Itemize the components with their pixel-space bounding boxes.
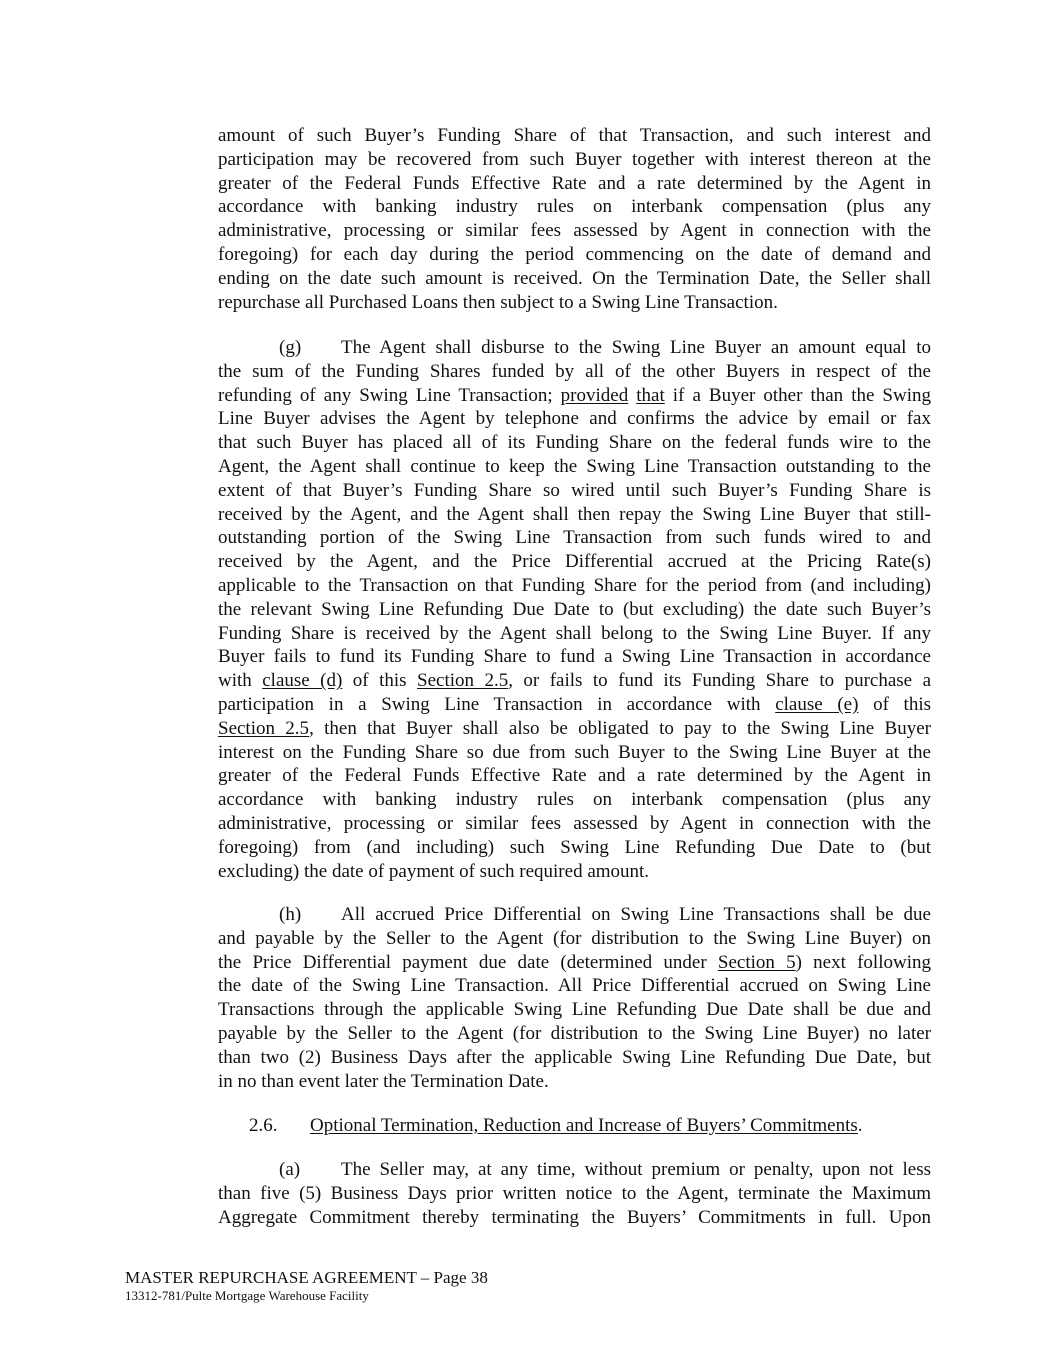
footer-title: MASTER REPURCHASE AGREEMENT – Page 38 (125, 1268, 488, 1287)
cross-reference: that (636, 384, 665, 406)
text-segment: the date of the Swing Line Transaction. All Price Differential accrued on Swing Line (218, 975, 931, 997)
cross-reference: clause (d) (262, 670, 343, 692)
text-segment: interest on the Funding Share so due from such Buyer to the Swing Line Buyer at the (218, 741, 931, 763)
text-segment: foregoing) for each day during the period commencing on the date of demand and (218, 243, 931, 265)
text-segment: greater of the Federal Funds Effective Rate and a rate determined by the Agent in (218, 765, 931, 787)
text-line (218, 243, 931, 267)
text-line (218, 836, 931, 860)
text-segment: applicable to the Transaction on that Funding Share for the period from (and including) (218, 574, 931, 596)
text-segment: received by the Agent, and the Price Differential accrued at the Pricing Rate(s) (218, 551, 931, 573)
text-line (218, 927, 931, 951)
text-segment: refunding of any Swing Line Transaction; (218, 384, 561, 406)
clause-label: (h) (279, 904, 302, 925)
text-line (218, 998, 931, 1022)
text-segment: in no than event later the Termination Date. (218, 1070, 549, 1092)
text-segment: repurchase all Purchased Loans then subject to a Swing Line Transaction. (218, 291, 778, 313)
text-line (218, 291, 931, 315)
text-line (218, 1206, 931, 1230)
text-line (218, 1158, 931, 1182)
text-line (218, 172, 931, 196)
text-line (218, 645, 931, 669)
text-line (218, 860, 931, 884)
text-segment: Aggregate Commitment thereby terminating the Buyers’ Commitments in full. Upon (218, 1206, 931, 1228)
text-line (218, 693, 931, 717)
text-segment: The Agent shall disburse to the Swing Line Buyer an amount equal to (341, 337, 931, 358)
text-line (218, 479, 931, 503)
text-segment: and payable by the Seller to the Agent (for distribution to the Swing Line Buyer) on (218, 927, 931, 949)
text-line (218, 717, 931, 741)
text-segment: amount of such Buyer’s Funding Share of that Transaction, and such interest and (218, 125, 931, 146)
text-line (218, 812, 931, 836)
text-segment: greater of the Federal Funds Effective Rate and a rate determined by the Agent in (218, 172, 931, 194)
text-segment: the relevant Swing Line Refunding Due Date to (but excluding) the date such Buyer’s (218, 598, 931, 620)
text-segment: if a Buyer other than the Swing (664, 384, 932, 406)
text-segment: The Seller may, at any time, without premium or penalty, upon not less (341, 1159, 931, 1180)
text-line (218, 974, 931, 998)
text-line (218, 267, 931, 291)
paragraph-continuation (218, 124, 931, 314)
text-segment: excluding) the date of payment of such required amount. (218, 860, 650, 882)
text-segment: than five (5) Business Days prior written notice to the Agent, terminate the Maximum (218, 1182, 931, 1204)
section-title-period: . (857, 1115, 863, 1136)
cross-reference: provided (560, 384, 629, 406)
cross-reference: Section 2.5 (417, 670, 509, 692)
text-line (218, 1070, 931, 1094)
section-title-wrap (310, 1114, 863, 1138)
paragraph-h (218, 903, 931, 1093)
text-segment: administrative, processing or similar fees assessed by Agent in connection with the (218, 220, 931, 242)
text-line (218, 503, 931, 527)
text-segment: the Price Differential payment due date (determined under (218, 951, 718, 973)
text-segment: extent of that Buyer’s Funding Share so wired until such Buyer’s Funding Share is (218, 479, 931, 501)
text-line (218, 741, 931, 765)
text-segment: with (218, 670, 263, 692)
text-line (218, 360, 931, 384)
text-segment: All accrued Price Differential on Swing Line Transactions shall be due (341, 904, 931, 925)
text-segment: ending on the date such amount is received. On the Termination Date, the Seller shall (218, 267, 931, 289)
text-segment: the sum of the Funding Shares funded by all of the other Buyers in respect of the (218, 360, 931, 382)
paragraph-g (218, 336, 931, 883)
text-line (218, 788, 931, 812)
text-segment: , then that Buyer shall also be obligated to pay to the Swing Line Buyer (309, 717, 931, 739)
text-segment: administrative, processing or similar fees assessed by Agent in connection with the (218, 812, 931, 834)
text-segment: Funding Share is received by the Agent shall belong to the Swing Line Buyer. If any (218, 622, 931, 644)
cross-reference: Section 2.5 (218, 717, 310, 739)
text-line (218, 455, 931, 479)
text-line (218, 1022, 931, 1046)
clause-label: (a) (279, 1159, 301, 1180)
cross-reference: Section 5 (717, 951, 796, 973)
cross-reference: clause (e) (775, 693, 859, 715)
section-number: 2.6. (249, 1115, 278, 1136)
text-segment: that such Buyer has placed all of its Funding Share on the federal funds wire to the (218, 432, 931, 454)
text-segment: outstanding portion of the Swing Line Transaction from such funds wired to and (218, 527, 931, 549)
text-line (218, 407, 931, 431)
text-line (218, 669, 931, 693)
footer-doc-id: 13312-781/Pulte Mortgage Warehouse Facility (125, 1288, 369, 1303)
text-segment: accordance with banking industry rules on interbank compensation (plus any (218, 196, 931, 218)
text-line (218, 1046, 931, 1070)
text-segment: participation in a Swing Line Transaction in accordance with (218, 693, 776, 715)
text-line (218, 148, 931, 172)
text-line (218, 384, 931, 408)
text-segment: of this (858, 693, 931, 715)
text-segment: than two (2) Business Days after the applicable Swing Line Refunding Due Date, but (218, 1046, 931, 1068)
text-line (218, 764, 931, 788)
text-segment: accordance with banking industry rules on interbank compensation (plus any (218, 789, 931, 811)
text-segment: Buyer fails to fund its Funding Share to fund a Swing Line Transaction in accordance (218, 646, 931, 668)
page-footer (125, 1268, 488, 1304)
text-segment: of this (342, 670, 418, 692)
section-title: Optional Termination, Reduction and Increase of Buyers’ Commitments (310, 1115, 858, 1136)
clause-label: (g) (279, 337, 302, 358)
text-line (218, 219, 931, 243)
text-segment: participation may be recovered from such Buyer together with interest thereon at the (218, 148, 931, 170)
text-line (218, 574, 931, 598)
text-line (218, 951, 931, 975)
text-segment: foregoing) from (and including) such Swing Line Refunding Due Date to (but (218, 836, 931, 858)
text-segment: payable by the Seller to the Agent (for distribution to the Swing Line Buyer) no later (218, 1022, 931, 1044)
text-segment: Line Buyer advises the Agent by telephone and confirms the advice by email or fax (218, 408, 931, 430)
text-segment: ) next following (795, 951, 931, 973)
text-line (218, 336, 931, 360)
text-line (218, 550, 931, 574)
paragraph-a (218, 1158, 931, 1229)
text-line (218, 431, 931, 455)
text-line (218, 903, 931, 927)
text-line (218, 1182, 931, 1206)
text-line (218, 195, 931, 219)
text-segment: , or fails to fund its Funding Share to purchase a (508, 670, 932, 692)
text-line (218, 598, 931, 622)
text-segment: Agent, the Agent shall continue to keep the Swing Line Transaction outstanding to the (218, 455, 931, 477)
text-line (218, 622, 931, 646)
text-line (218, 124, 931, 148)
text-segment: received by the Agent, and the Agent shall then repay the Swing Line Buyer that still- (218, 503, 931, 525)
text-segment: Transactions through the applicable Swing Line Refunding Due Date shall be due and (218, 999, 931, 1021)
text-line (218, 526, 931, 550)
